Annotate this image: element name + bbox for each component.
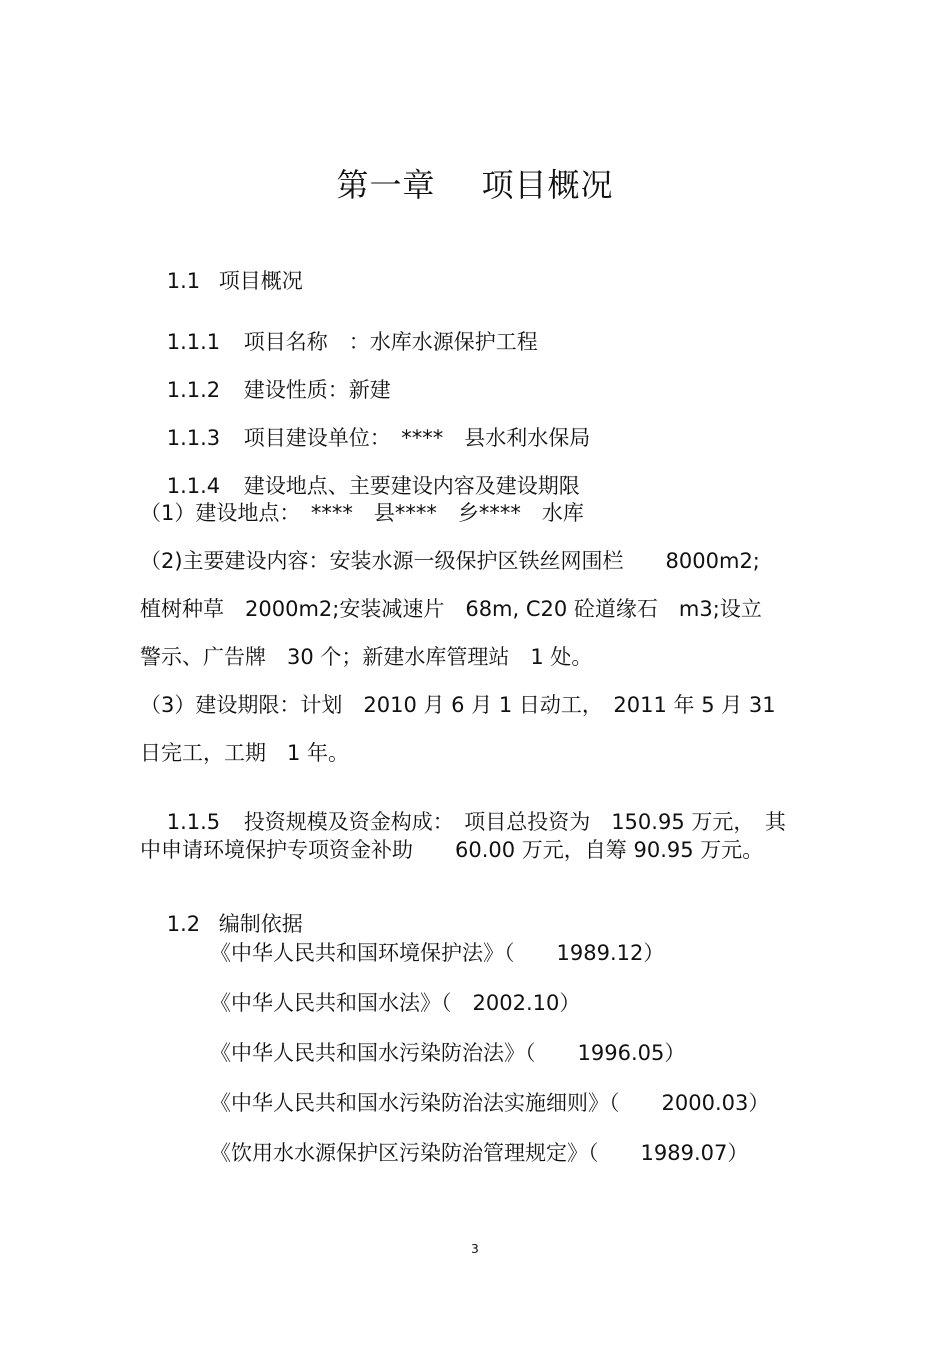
section-number: 1.1: [166, 269, 201, 293]
reference-item: 《中华人民共和国环境保护法》（ 1989.12）: [210, 941, 665, 965]
body-line: 警示、广告牌 30 个；新建水库管理站 1 处。: [140, 645, 593, 669]
section-number: 1.1.3: [166, 426, 221, 450]
body-line: 中申请环境保护专项资金补助 60.00 万元，自筹 90.95 万元。: [140, 838, 764, 862]
section-text: 投资规模及资金构成： 项目总投资为 150.95 万元， 其: [243, 810, 786, 834]
section-number: 1.1.4: [166, 474, 221, 498]
body-line: （3）建设期限：计划 2010 月 6 月 1 日动工， 2011 年 5 月 31: [140, 693, 776, 717]
section-text: 项目名称 ：水库水源保护工程: [243, 330, 538, 354]
body-line: （1）建设地点： **** 县**** 乡**** 水库: [140, 501, 584, 525]
section-text: 建设地点、主要建设内容及建设期限: [243, 474, 580, 498]
reference-item: 《中华人民共和国水污染防治法》（ 1996.05）: [210, 1041, 686, 1065]
section-text: 建设性质：新建: [243, 378, 391, 402]
chapter-name: 项目概况: [481, 166, 614, 204]
section-number: 1.2: [166, 912, 201, 936]
reference-item: 《饮用水水源保护区污染防治管理规定》（ 1989.07）: [210, 1141, 749, 1165]
section-1-1: [140, 250, 303, 313]
section-text: 项目建设单位： **** 县水利水保局: [243, 426, 591, 450]
body-line: 日完工，工期 1 年。: [140, 741, 350, 765]
body-line: 植树种草 2000m2;安装减速片 68m, C20 砼道缘石 m3;设立: [140, 597, 762, 621]
section-number: 1.1.2: [166, 378, 221, 402]
chapter-title: [0, 160, 950, 206]
section-number: 1.1.1: [166, 330, 221, 354]
section-text: 编制依据: [218, 912, 303, 936]
body-line: （2)主要建设内容：安装水源一级保护区铁丝网围栏 8000m2;: [140, 549, 760, 573]
reference-item: 《中华人民共和国水污染防治法实施细则》（ 2000.03）: [210, 1091, 770, 1115]
reference-item: 《中华人民共和国水法》（ 2002.10）: [210, 991, 581, 1015]
section-number: 1.1.5: [166, 810, 221, 834]
chapter-number: 第一章: [336, 166, 436, 204]
section-text: 项目概况: [218, 269, 303, 293]
page-number: 3: [471, 1242, 479, 1256]
